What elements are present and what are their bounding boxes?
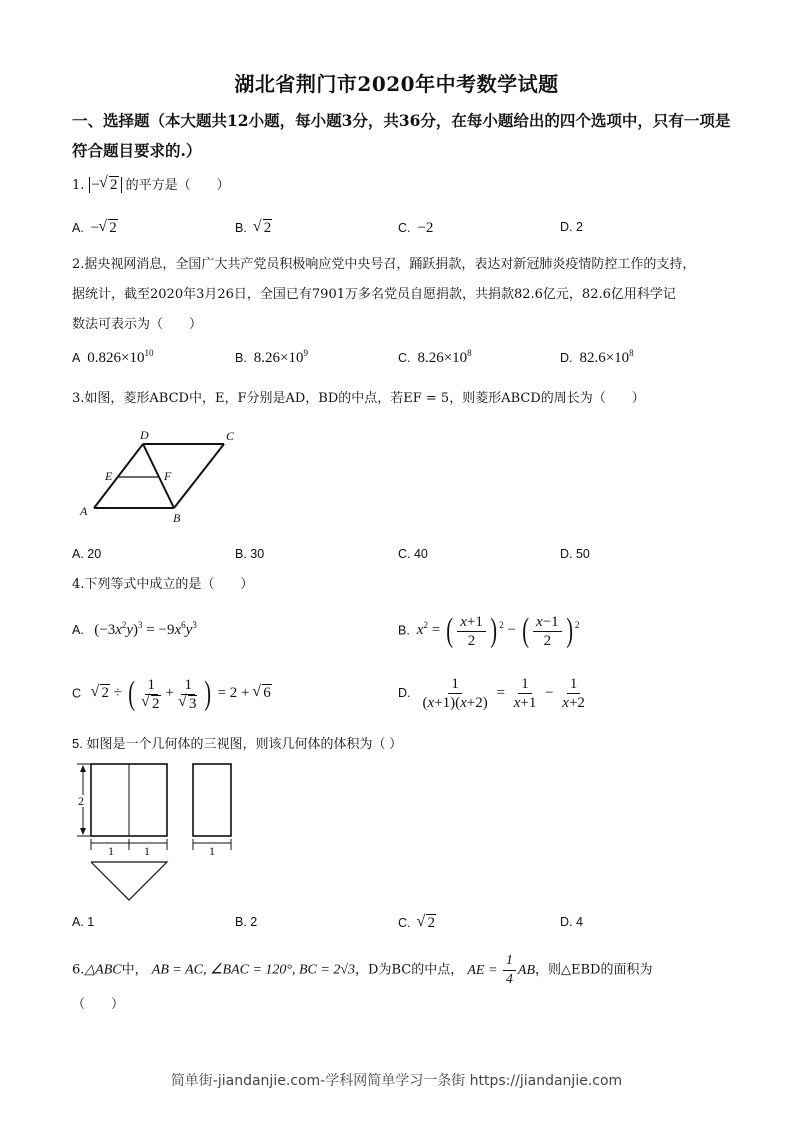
watermark-footer: 简单街-jiandanjie.com-学科网简单学习一条街 https://jiandanjie.com <box>170 1073 623 1089</box>
question-1-stem <box>72 170 722 201</box>
question-4-stem: 4.下列等式中成立的是（ ） <box>72 577 254 592</box>
q3-option-c: C. 40 <box>398 547 428 561</box>
q4-option-a: A. $(-3x^2y)^3 = -9x^6y^3$ <box>72 620 197 638</box>
question-number: 1. <box>72 178 85 193</box>
q2-option-d: D. $82.6\times 10^8$ <box>560 348 634 366</box>
question-5-stem: 5. 如图是一个几何体的三视图，则该几何体的体积为（ ） <box>72 736 403 751</box>
q5-option-c: C. √ 2 <box>398 915 436 932</box>
q2-option-c: C. $8.26\times 10^8$ <box>398 348 472 366</box>
question-2-stem: 2.据央视网消息，全国广大共产党员积极响应党中央号召，踊跃捐款，表达对新冠肺炎疫情防控工作的支持， 据统计，截至2020年3月26日，全国已有7901万多名党员自愿捐款，共捐款82.6亿元，82.6亿用科学记 数法可表示为（ ） <box>72 257 696 332</box>
stem-math: − √ 2 <box>89 177 122 193</box>
svg-text:E: E <box>105 469 113 483</box>
page-title: 湖北省荆门市2020年中考数学试题 <box>234 72 559 96</box>
svg-text:D: D <box>140 428 149 442</box>
q2-option-b: B. $8.26\times 10^9$ <box>235 348 308 366</box>
q3-option-d: D. 50 <box>560 547 590 561</box>
svg-text:F: F <box>164 469 172 483</box>
q1-option-b: B. √ 2 <box>235 220 272 237</box>
question-6-blank: （ ） <box>72 997 125 1012</box>
question-6-stem: 6.△ABC中， AB = AC, ∠BAC = 120°, BC = 2√3，D为BC的中点， AE = $\frac{1}{4}$ AB，则△EBD的面积为 <box>72 953 653 987</box>
q4-option-b: B. $x^2$ = ( $\frac{x+1}{2}$ ) $^2$ − ( $\frac{x-1}{2}$ ) $^2$ <box>398 612 580 649</box>
q1-option-c: C. −2 <box>398 220 434 236</box>
svg-text:1: 1 <box>144 844 150 858</box>
section-header: 一、选择题（本大题共12小题，每小题3分，共36分，在每小题给出的四个选项中，只有一项是符合题目要求的.） <box>72 111 731 160</box>
question-3-stem: 3.如图，菱形ABCD中，E，F分别是AD，BD的中点，若EF = 5，则菱形ABCD的周长为（ ） <box>72 391 645 406</box>
three-view-figure <box>60 755 250 910</box>
svg-text:2: 2 <box>78 794 84 808</box>
q3-option-a: A. 20 <box>72 547 102 561</box>
q2-option-a: A $0.826\times 10^{10}$ <box>72 348 154 366</box>
svg-text:A: A <box>80 504 88 518</box>
svg-text:B: B <box>173 511 181 525</box>
q1-option-a: A. − √ 2 <box>72 220 118 237</box>
q1-option-d: D. 2 <box>560 220 583 234</box>
stem-text: 的平方是（ ） <box>125 178 230 193</box>
svg-text:C: C <box>226 429 235 443</box>
q5-option-b: B. 2 <box>235 915 258 929</box>
svg-text:1: 1 <box>108 844 114 858</box>
svg-text:1: 1 <box>209 844 215 858</box>
rhombus-figure <box>60 420 280 530</box>
q5-option-d: D. 4 <box>560 915 583 929</box>
q5-option-a: A. 1 <box>72 915 95 929</box>
q4-option-d: D. $\frac{1}{(x+1)(x+2)}$ = $\frac{1}{x+1}$ − $\frac{1}{x+2}$ <box>398 676 585 711</box>
q4-option-c: C √ 2 ÷ ( 1 √ 2 + 1 √ 3 ) = 2 + √ 6 <box>72 675 272 713</box>
q3-option-b: B. 30 <box>235 547 265 561</box>
